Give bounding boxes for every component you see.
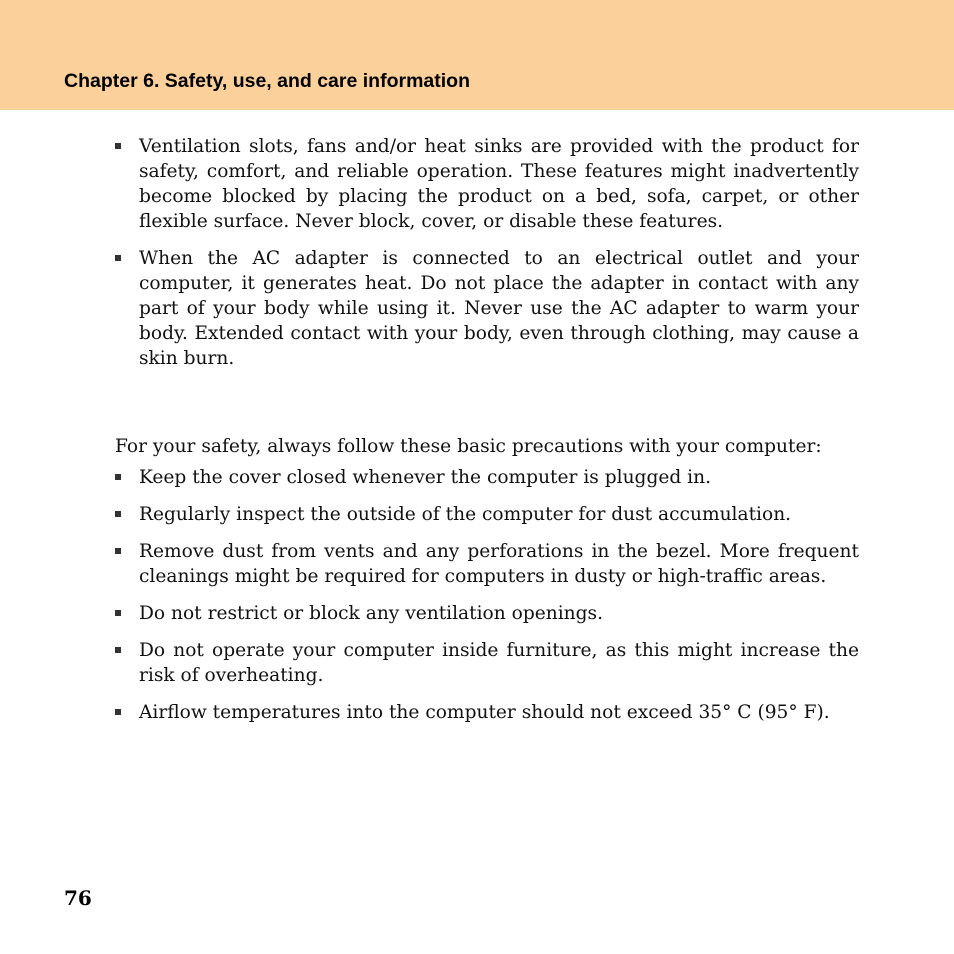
bullet-icon: [115, 647, 121, 653]
list-item-text: Regularly inspect the outside of the computer for dust accumulation.: [139, 504, 792, 525]
list-item: [115, 638, 859, 688]
bullet-icon: [115, 255, 121, 261]
list-item-text: Keep the cover closed whenever the computer is plugged in.: [139, 467, 712, 488]
bullet-icon: [115, 709, 121, 715]
list-item: [115, 246, 859, 371]
list-item: [115, 539, 859, 589]
list-item-text: Ventilation slots, fans and/or heat sinks are provided with the product for safety, comfort, and reliable operation. These features might inadvertently become blocked by placing the product on a bed, sofa, carpet, or other flexible surface. Never block, cover, or disable these features.: [139, 136, 859, 232]
bullet-icon: [115, 474, 121, 480]
chapter-header-band: [0, 0, 954, 110]
list-item-text: Remove dust from vents and any perforations in the bezel. More frequent cleanings might be required for computers in dusty or high-traffic areas.: [139, 541, 859, 587]
bullet-icon: [115, 143, 121, 149]
list-item-text: Airflow temperatures into the computer should not exceed 35° C (95° F).: [139, 702, 830, 723]
bullet-icon: [115, 511, 121, 517]
list-item: [115, 465, 859, 490]
ventilation-warnings: [115, 134, 859, 383]
list-item: [115, 700, 859, 725]
list-item-text: Do not operate your computer inside furniture, as this might increase the risk of overheating.: [139, 640, 859, 686]
warning-list: [115, 134, 859, 371]
list-item-text: When the AC adapter is connected to an electrical outlet and your computer, it generates heat. Do not place the adapter in contact with any part of your body while using it. Never use the AC adapter to warm your body. Extended contact with your body, even through clothing, may cause a skin burn.: [139, 248, 859, 369]
precautions-list: [115, 465, 859, 725]
bullet-icon: [115, 610, 121, 616]
list-item-text: Do not restrict or block any ventilation openings.: [139, 603, 603, 624]
safety-precautions: [115, 434, 859, 737]
precautions-intro: For your safety, always follow these basic precautions with your computer:: [115, 436, 822, 457]
list-item: [115, 502, 859, 527]
list-item: [115, 601, 859, 626]
list-item: [115, 134, 859, 234]
chapter-title: Chapter 6. Safety, use, and care information: [64, 70, 470, 92]
bullet-icon: [115, 548, 121, 554]
page-number: 76: [64, 886, 92, 910]
